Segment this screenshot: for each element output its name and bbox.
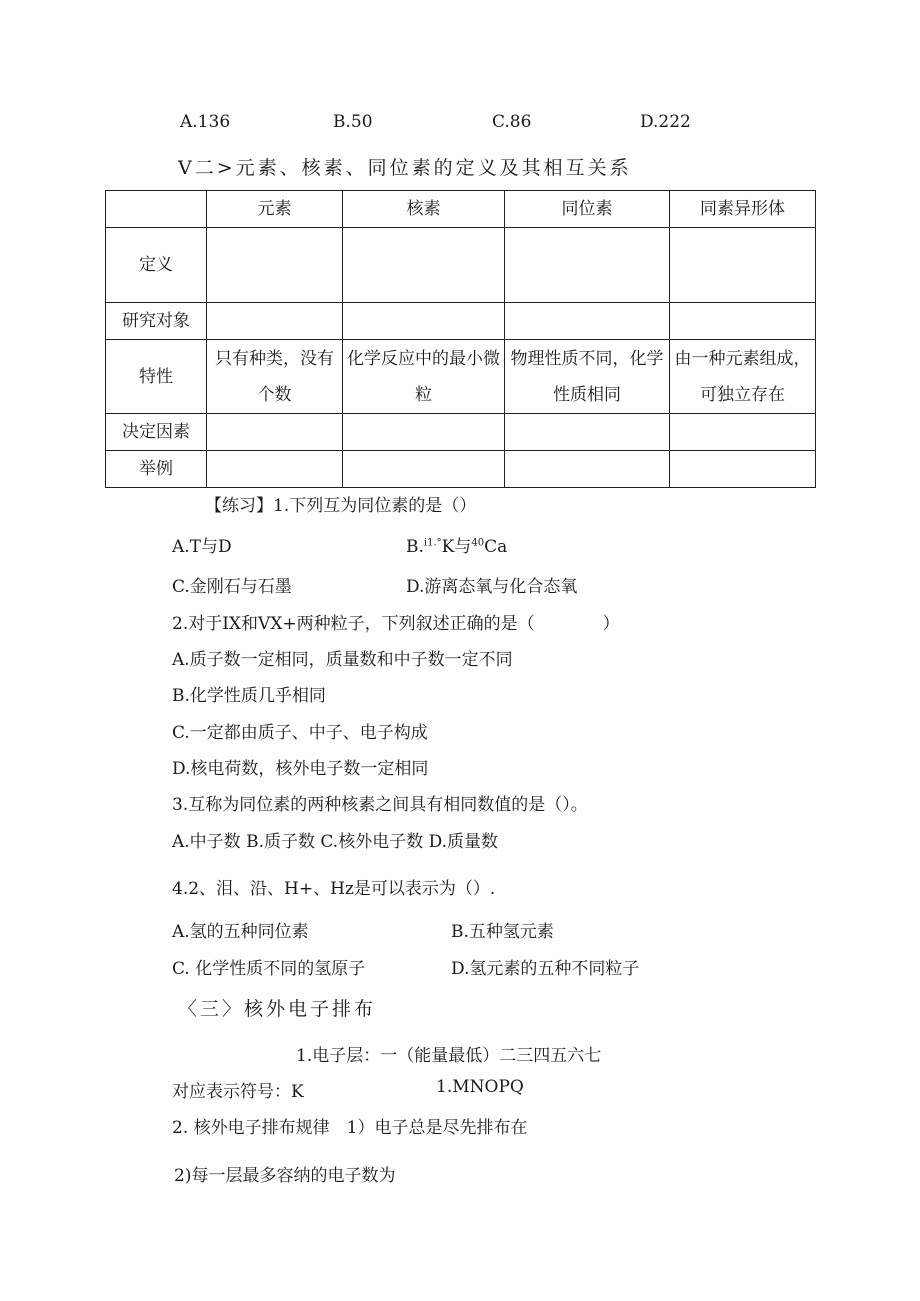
row-label: 特性 (106, 340, 207, 414)
table-cell (505, 414, 670, 451)
table-row (106, 340, 816, 414)
q1-option-d: D.游离态氧与化合态氧 (406, 577, 578, 597)
rule-2: 2)每一层最多容纳的电子数为 (174, 1166, 396, 1186)
practice-question-2: 2.对于IX和VX+两种粒子，下列叙述正确的是（ ） (172, 614, 620, 634)
table-header-cell (106, 191, 207, 228)
q2-option-a: A.质子数一定相同，质量数和中子数一定不同 (172, 650, 513, 670)
table-cell (505, 451, 670, 488)
table-cell (670, 228, 816, 303)
table-cell (670, 451, 816, 488)
table-cell (207, 303, 343, 340)
q4-option-a: A.氢的五种同位素 (172, 922, 309, 942)
practice-question-4: 4.2、泪、沿、H+、Hz是可以表示为（）. (172, 879, 496, 899)
section-title: 〈三〉核外电子排布 (178, 998, 377, 1020)
table-cell (505, 303, 670, 340)
q1-option-c: C.金刚石与石墨 (172, 577, 292, 597)
table-header-row (106, 191, 816, 228)
q1-option-b: B.$^{i1.^\circ}$K与$^{40}$Ca (406, 537, 508, 557)
table-row (106, 451, 816, 488)
rule-1: 2. 核外电子排布规律 1）电子总是尽先排布在 (172, 1118, 528, 1138)
table-cell (670, 414, 816, 451)
section-title: V二>元素、核素、同位素的定义及其相互关系 (178, 157, 632, 179)
table-row (106, 414, 816, 451)
practice-question-3: 3.互称为同位素的两种核素之间具有相同数值的是（）。 (172, 795, 588, 815)
q4-option-d: D.氢元素的五种不同粒子 (451, 959, 640, 979)
table-cell (343, 228, 505, 303)
symbols-label: 对应表示符号：K (172, 1082, 304, 1102)
table-cell (207, 451, 343, 488)
table-header-cell: 同素异形体 (670, 191, 816, 228)
table-cell (505, 228, 670, 303)
q3-options: A.中子数 B.质子数 C.核外电子数 D.质量数 (172, 832, 499, 852)
comparison-table (105, 190, 816, 488)
practice-question-1: 【练习】1.下列互为同位素的是（） (205, 496, 477, 516)
row-label: 举例 (106, 451, 207, 488)
table-row (106, 228, 816, 303)
row-label: 定义 (106, 228, 207, 303)
electron-layers: 1.电子层：一（能量最低）二三四五六七 (296, 1046, 602, 1066)
table-cell (343, 414, 505, 451)
q1-option-a: A.T与D (172, 537, 232, 557)
table-cell (343, 451, 505, 488)
row-label: 决定因素 (106, 414, 207, 451)
table-header-cell: 同位素 (505, 191, 670, 228)
option-b: B.50 (333, 112, 373, 132)
table-cell: 由一种元素组成，可独立存在 (670, 340, 816, 414)
q2-option-d: D.核电荷数，核外电子数一定相同 (172, 759, 429, 779)
table-header-cell: 核素 (343, 191, 505, 228)
q2-option-c: C.一定都由质子、中子、电子构成 (172, 723, 428, 743)
option-a: A.136 (180, 112, 231, 132)
table-cell (207, 228, 343, 303)
option-c: C.86 (492, 112, 532, 132)
table-cell: 化学反应中的最小微粒 (343, 340, 505, 414)
table-row (106, 303, 816, 340)
table-cell (207, 414, 343, 451)
q4-option-c: C. 化学性质不同的氢原子 (172, 959, 366, 979)
table-cell (670, 303, 816, 340)
q4-option-b: B.五种氢元素 (451, 922, 554, 942)
q2-option-b: B.化学性质几乎相同 (172, 686, 326, 706)
table-header-cell: 元素 (207, 191, 343, 228)
table-cell (343, 303, 505, 340)
row-label: 研究对象 (106, 303, 207, 340)
symbols-rest: 1.MNOPQ (436, 1077, 524, 1097)
table-cell: 只有种类，没有个数 (207, 340, 343, 414)
table-cell: 物理性质不同，化学性质相同 (505, 340, 670, 414)
option-d: D.222 (640, 112, 691, 132)
